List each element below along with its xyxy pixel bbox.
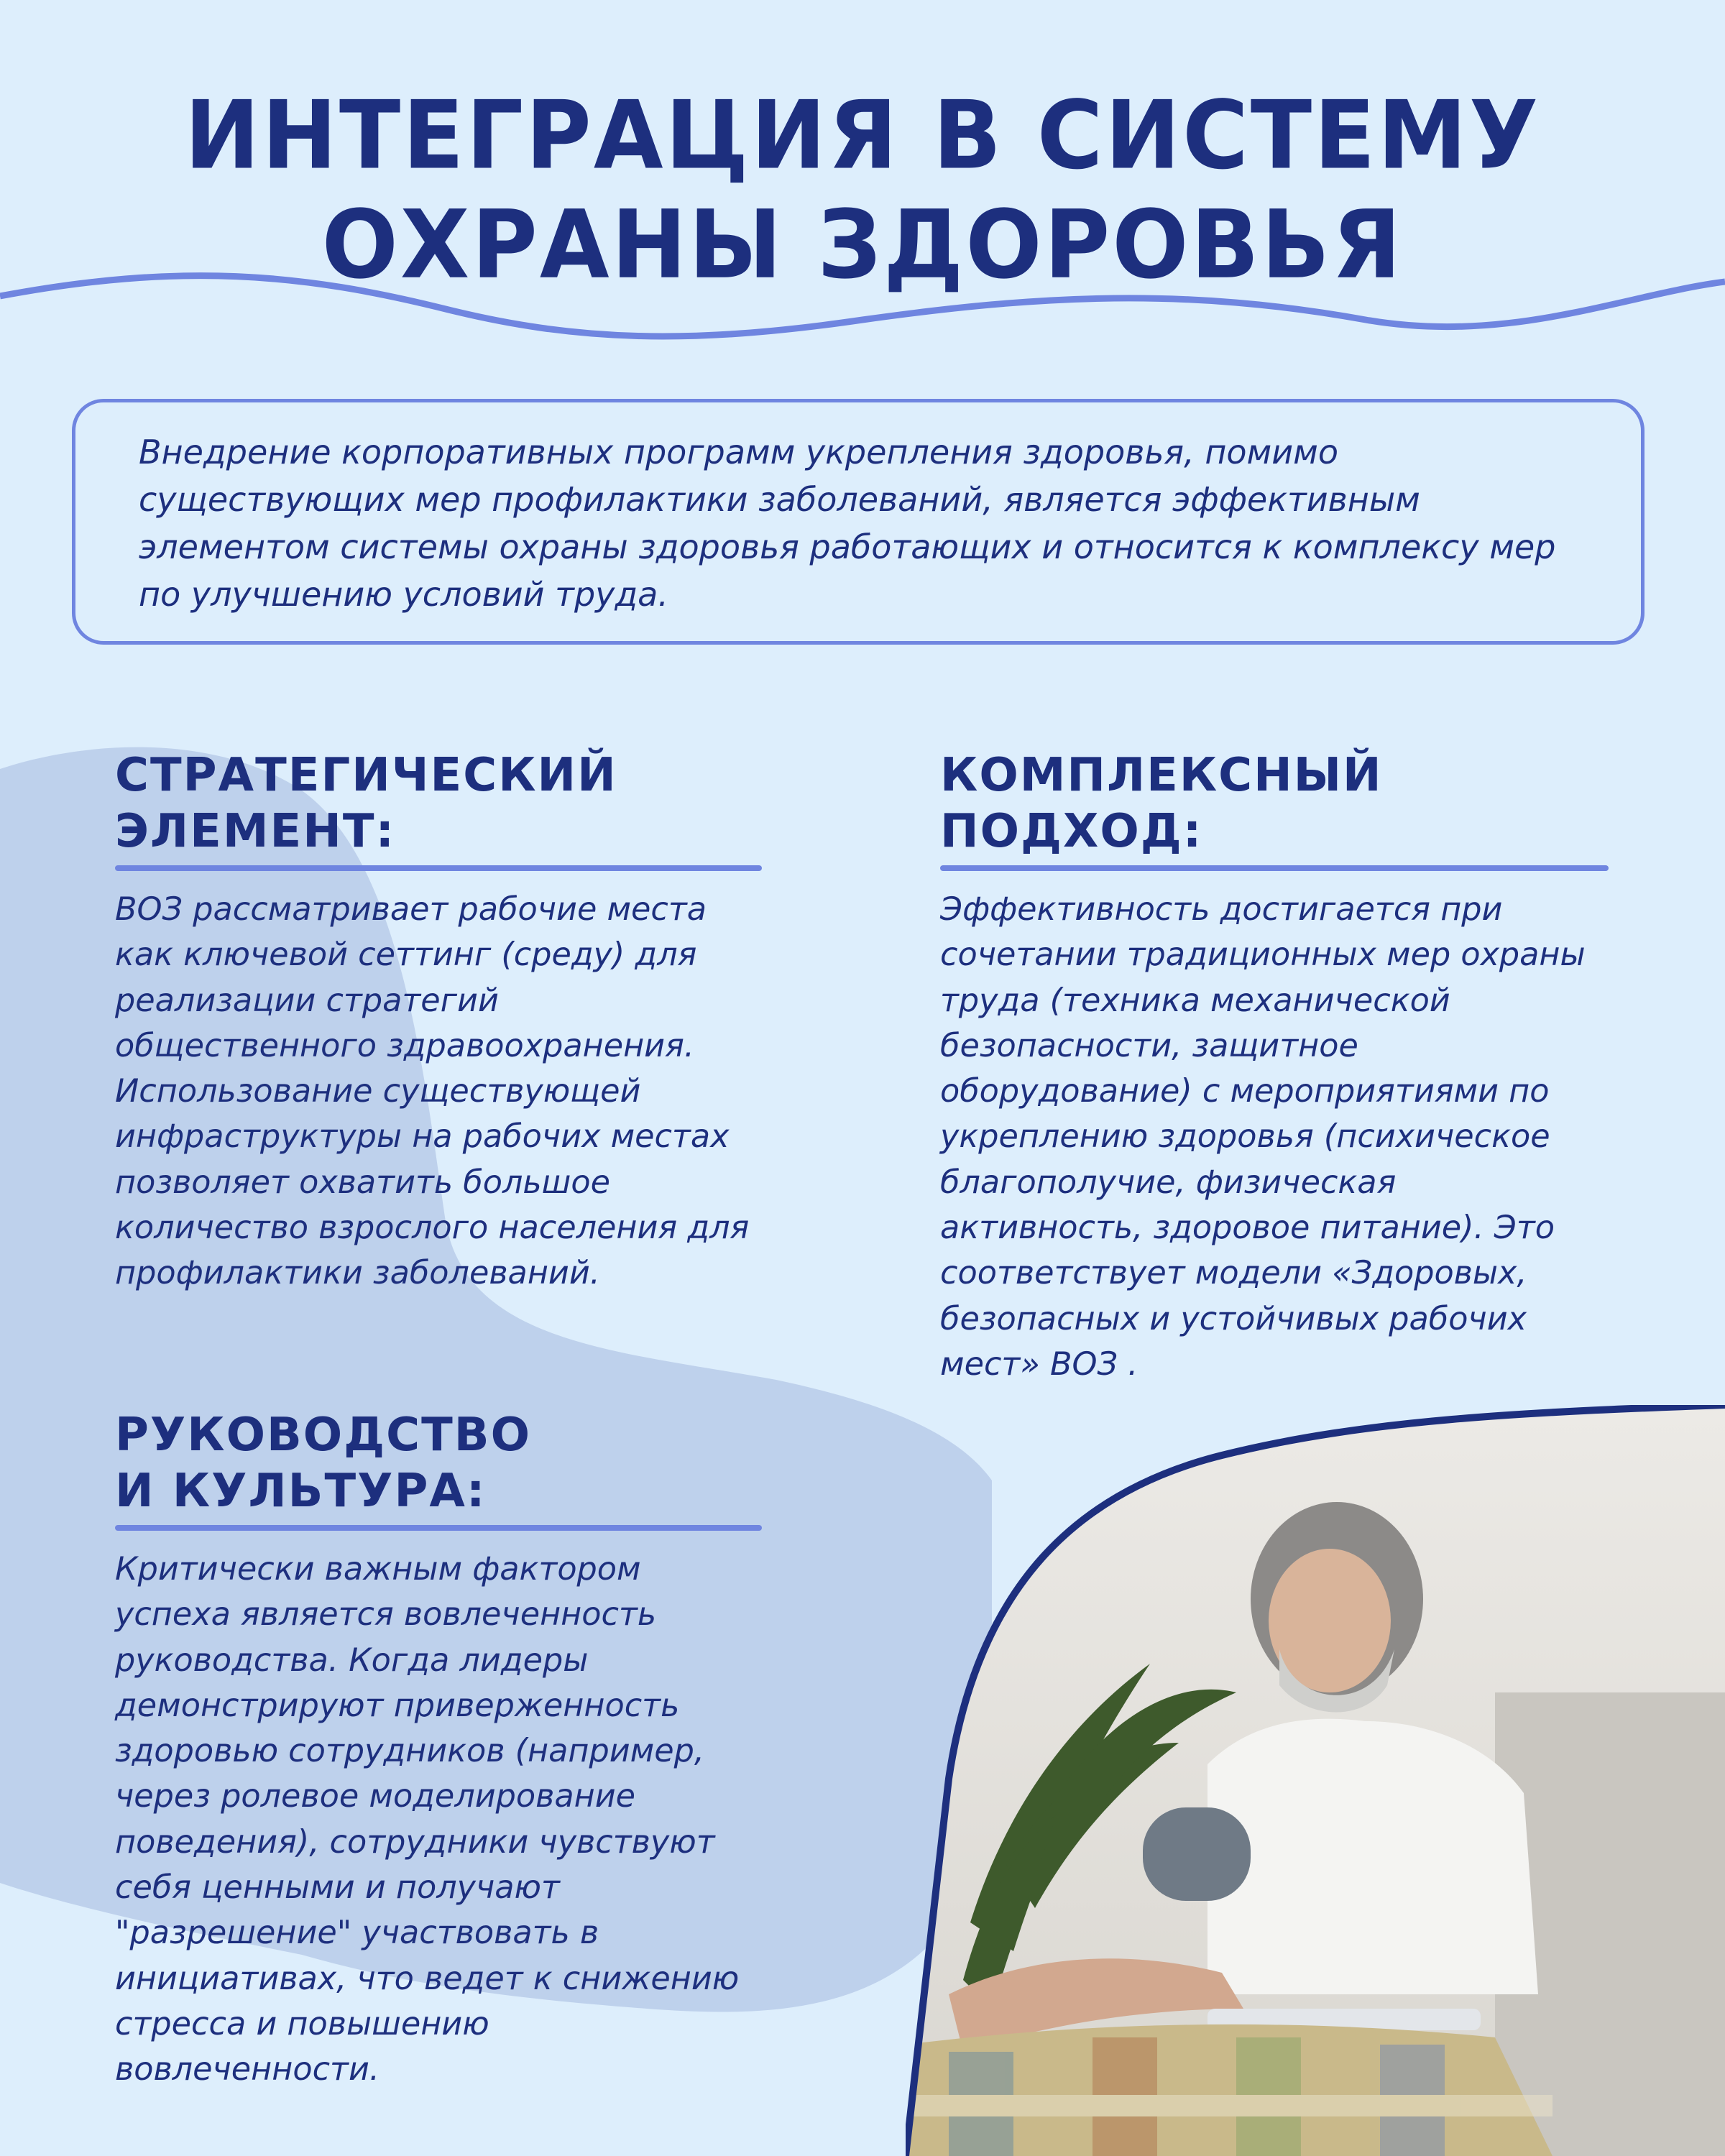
section-strategic-text: ВОЗ рассматривает рабочие места как ключевой сеттинг (среду) для реализации стратегий общественного здравоохранения. Использование существующей инфраструктуры на рабочих местах позволяет охватить большое количество взрослого населения для профилактики заболеваний. (115, 891, 750, 1292)
section-leadership-text: Критически важным фактором успеха является вовлеченность руководства. Когда лидеры демонстрируют приверженность здоровью сотрудников (например, через ролевое моделирование поведения), сотрудники чувствуют себя ценными и получают "разрешение" участвовать в инициативах, что ведет к снижению стресса и повышению вовлеченности. (115, 1551, 740, 2088)
section-leadership-heading (115, 1407, 762, 1519)
section-complex-heading-line-1: КОМПЛЕКСНЫЙ (940, 749, 1383, 802)
page-title (43, 81, 1682, 300)
section-complex-heading-line-2: ПОДХОД: (940, 805, 1203, 858)
section-divider (115, 865, 762, 871)
section-strategic-heading (115, 747, 762, 860)
man-measuring-blood-pressure-photo (906, 1405, 1725, 2156)
section-divider (115, 1525, 762, 1531)
section-leadership-heading-line-1: РУКОВОДСТВО (115, 1409, 531, 1462)
intro-box (72, 399, 1644, 645)
section-complex (940, 747, 1609, 1387)
section-leadership-heading-line-2: И КУЛЬТУРА: (115, 1465, 487, 1518)
page-title-line-1: ИНТЕГРАЦИЯ В СИСТЕМУ (184, 80, 1541, 190)
section-divider (940, 865, 1609, 871)
section-complex-text: Эффективность достигается при сочетании традиционных мер охраны труда (техника механической безопасности, защитное оборудование) с мероприятиями по укреплению здоровья (психическое благополучие, физическая активность, здоровое питание). Это соответствует модели «Здоровых, безопасных и устойчивых рабочих мест» ВОЗ . (940, 891, 1586, 1383)
page-title-line-2: ОХРАНЫ ЗДОРОВЬЯ (321, 190, 1404, 300)
section-strategic (115, 747, 762, 1296)
section-strategic-heading-line-1: СТРАТЕГИЧЕСКИЙ (115, 749, 617, 802)
intro-text: Внедрение корпоративных программ укрепления здоровья, помимо существующих мер профилактики заболеваний, является эффективным элементом системы охраны здоровья работающих и относится к комплексу мер по улучшению условий труда. (139, 433, 1556, 614)
section-strategic-heading-line-2: ЭЛЕМЕНТ: (115, 805, 396, 858)
section-complex-heading (940, 747, 1609, 860)
section-leadership (115, 1407, 762, 2093)
